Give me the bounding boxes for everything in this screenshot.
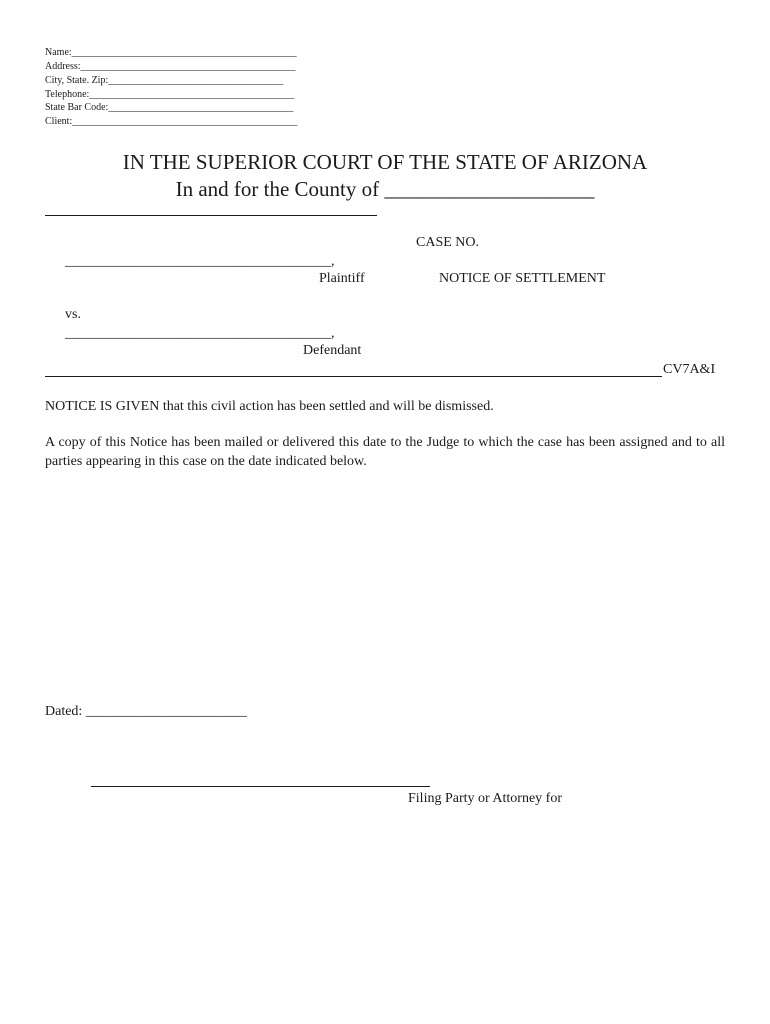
address-field: Address:___________________________________________: [45, 61, 296, 72]
defendant-label: Defendant: [303, 343, 362, 358]
plaintiff-label: Plaintiff: [319, 271, 365, 286]
client-field: Client:_____________________________________________: [45, 116, 298, 127]
court-title: IN THE SUPERIOR COURT OF THE STATE OF ARIZONA: [122, 150, 648, 174]
city-state-zip-field: City, State. Zip:___________________________________: [45, 75, 284, 86]
name-field: Name:_____________________________________________: [45, 47, 297, 58]
state-bar-code-field: State Bar Code:_____________________________________: [45, 102, 294, 113]
versus-label: vs.: [65, 307, 81, 322]
plaintiff-blank: ______________________________________,: [65, 254, 335, 269]
signature-label: Filing Party or Attorney for: [408, 791, 562, 806]
county-line: In and for the County of ____________________: [175, 177, 595, 201]
caption-rule: [45, 376, 662, 377]
case-number-label: CASE NO.: [416, 235, 480, 250]
defendant-blank: ______________________________________,: [65, 326, 335, 341]
notice-paragraph: NOTICE IS GIVEN that this civil action has been settled and will be dismissed.: [45, 399, 494, 414]
form-code: CV7A&I: [663, 362, 716, 377]
telephone-field: Telephone:_________________________________________: [45, 89, 295, 100]
heading-rule: [45, 215, 377, 216]
signature-line: [91, 786, 430, 787]
dated-line: Dated: _______________________: [45, 704, 247, 719]
document-title: NOTICE OF SETTLEMENT: [439, 271, 606, 286]
mailing-paragraph: A copy of this Notice has been mailed or delivered this date to the Judge to which the case has been assigned and to all parties appearing in this case on the date indicated below.: [45, 435, 725, 469]
